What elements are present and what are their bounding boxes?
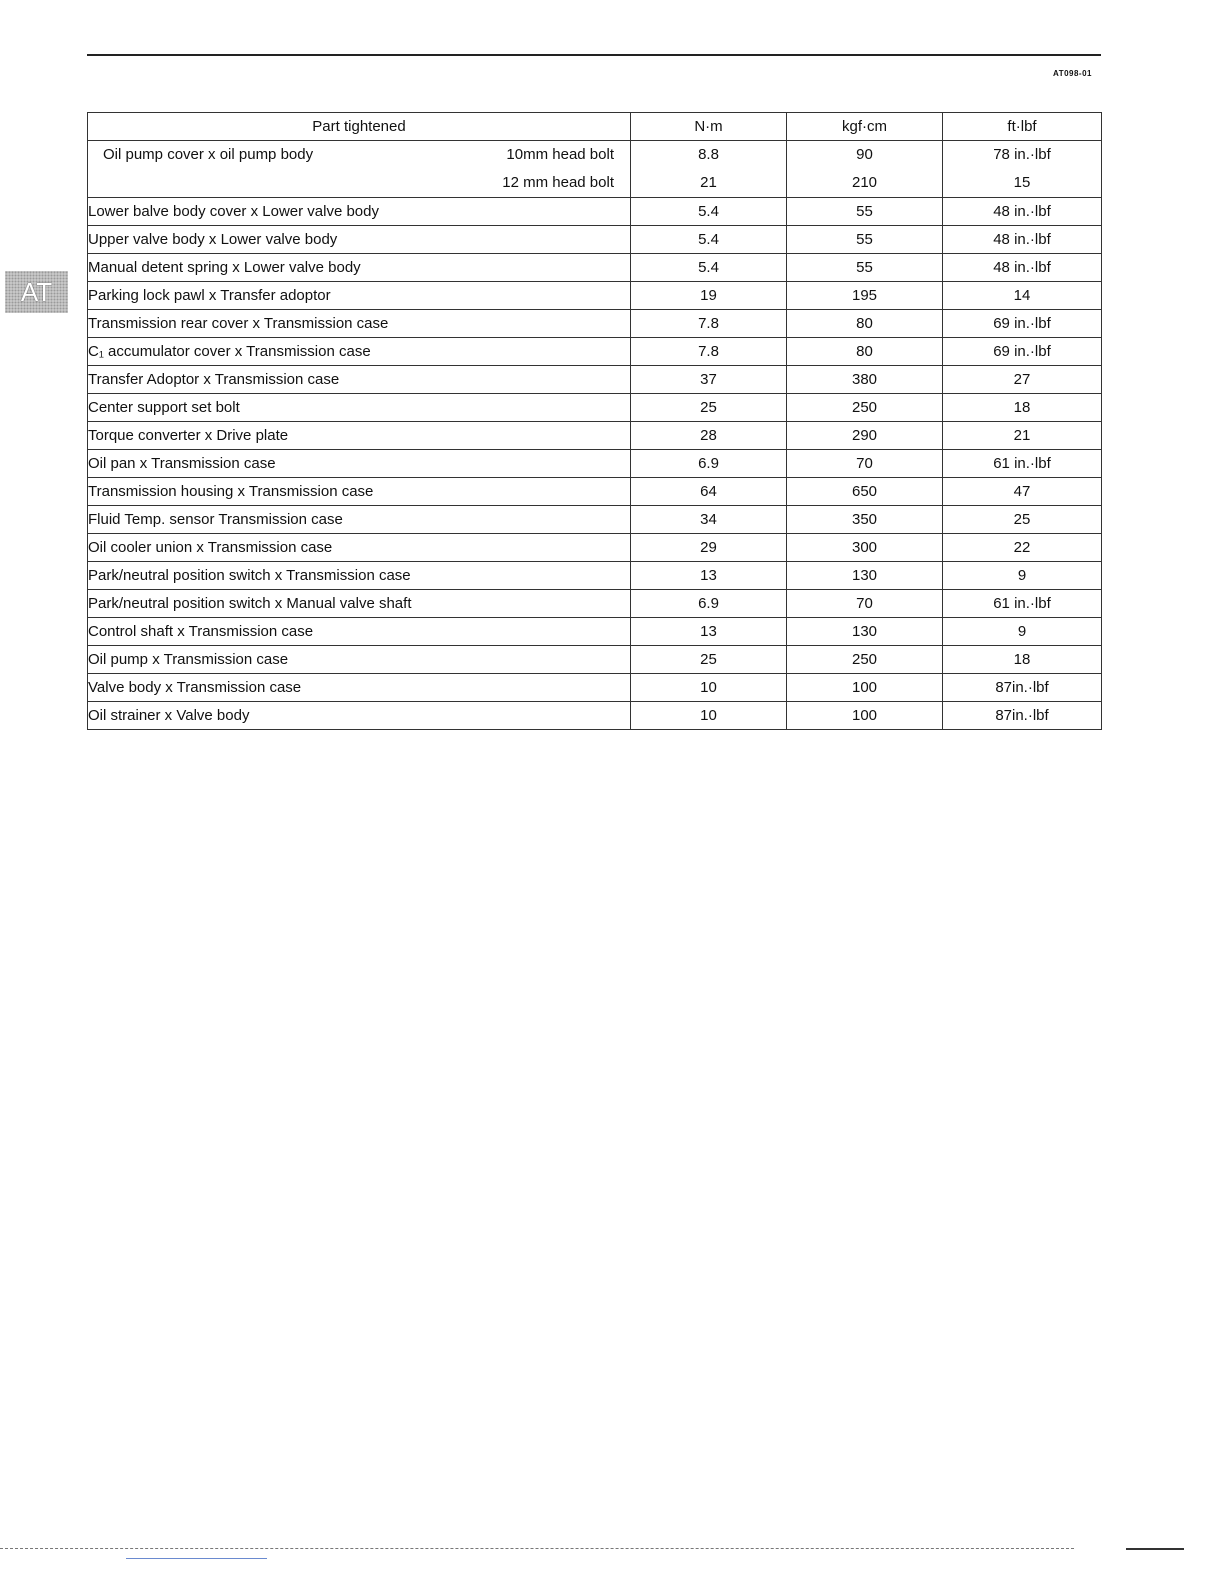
nm-cell: 7.8: [631, 338, 787, 366]
sub-spec-10mm: 10mm head bolt: [506, 146, 614, 163]
part-cell: Center support set bolt: [88, 394, 631, 422]
kgf-cell: 55: [787, 254, 943, 282]
kgf-cell: 300: [787, 534, 943, 562]
part-cell: Oil pump x Transmission case: [88, 646, 631, 674]
table-row: [88, 506, 1102, 534]
part-cell: Transmission housing x Transmission case: [88, 478, 631, 506]
part-cell: C₁ accumulator cover x Transmission case: [88, 338, 631, 366]
kgf-cell: 100: [787, 674, 943, 702]
part-cell: Oil cooler union x Transmission case: [88, 534, 631, 562]
ft-cell: 61 in.·lbf: [943, 590, 1102, 618]
ft-cell: 25: [943, 506, 1102, 534]
kgf-cell: 100: [787, 702, 943, 730]
nm-cell: 29: [631, 534, 787, 562]
part-cell: Manual detent spring x Lower valve body: [88, 254, 631, 282]
nm-cell: 28: [631, 422, 787, 450]
table-row: [88, 478, 1102, 506]
table-row: [88, 450, 1102, 478]
table-row: [88, 422, 1102, 450]
part-cell: Park/neutral position switch x Manual valve shaft: [88, 590, 631, 618]
part-cell: Transfer Adoptor x Transmission case: [88, 366, 631, 394]
part-cell: Upper valve body x Lower valve body: [88, 226, 631, 254]
ft-cell: 87in.·lbf: [943, 674, 1102, 702]
part-cell: Control shaft x Transmission case: [88, 618, 631, 646]
header-kgf-cm: kgf·cm: [787, 113, 943, 141]
kgf-cell: 80: [787, 310, 943, 338]
ft-cell: 69 in.·lbf: [943, 338, 1102, 366]
ft-cell: 18: [943, 646, 1102, 674]
table-row: [88, 590, 1102, 618]
nm-cell: 25: [631, 394, 787, 422]
part-cell: Oil strainer x Valve body: [88, 702, 631, 730]
table-row: [88, 338, 1102, 366]
nm-cell: 5.4: [631, 198, 787, 226]
table-row: [88, 254, 1102, 282]
top-rule: [87, 54, 1101, 56]
kgf-cell: 70: [787, 450, 943, 478]
table-row: [88, 702, 1102, 730]
kgf-cell: 80: [787, 338, 943, 366]
bottom-underline: [126, 1558, 267, 1559]
kgf-cell: 55: [787, 226, 943, 254]
table-row: [88, 562, 1102, 590]
nm-cell: 13: [631, 562, 787, 590]
nm-cell: 19: [631, 282, 787, 310]
bottom-rule-right: [1126, 1548, 1184, 1550]
ft-cell: 48 in.·lbf: [943, 226, 1102, 254]
table-row: [88, 198, 1102, 226]
ft-value-12mm: 15: [1013, 174, 1031, 191]
kgf-cell: 195: [787, 282, 943, 310]
part-cell: Valve body x Transmission case: [88, 674, 631, 702]
kgf-cell: 350: [787, 506, 943, 534]
ft-cell: 87in.·lbf: [943, 702, 1102, 730]
nm-cell: 13: [631, 618, 787, 646]
table-row: [88, 394, 1102, 422]
kgf-cell: 130: [787, 562, 943, 590]
nm-value-10mm: 8.8: [698, 146, 719, 163]
ft-cell: [943, 141, 1102, 198]
nm-cell: 10: [631, 702, 787, 730]
nm-cell: 6.9: [631, 590, 787, 618]
ft-cell: 48 in.·lbf: [943, 198, 1102, 226]
table-row-oil-pump-cover: [88, 141, 1102, 198]
kgf-cell: 380: [787, 366, 943, 394]
kgf-cell: 250: [787, 646, 943, 674]
kgf-cell: [787, 141, 943, 198]
table-header-row: [88, 113, 1102, 141]
kgf-cell: 290: [787, 422, 943, 450]
kgf-value-12mm: 210: [851, 174, 878, 191]
part-cell: Lower balve body cover x Lower valve body: [88, 198, 631, 226]
nm-value-12mm: 21: [700, 174, 717, 191]
ft-cell: 69 in.·lbf: [943, 310, 1102, 338]
kgf-cell: 55: [787, 198, 943, 226]
sub-spec-12mm: 12 mm head bolt: [502, 174, 614, 191]
ft-cell: 47: [943, 478, 1102, 506]
ft-cell: 48 in.·lbf: [943, 254, 1102, 282]
ft-cell: 21: [943, 422, 1102, 450]
ft-cell: 9: [943, 618, 1102, 646]
bottom-rule: [0, 1548, 1074, 1549]
kgf-cell: 130: [787, 618, 943, 646]
ft-cell: 22: [943, 534, 1102, 562]
ft-cell: 61 in.·lbf: [943, 450, 1102, 478]
kgf-cell: 250: [787, 394, 943, 422]
document-code: AT098-01: [1053, 69, 1092, 78]
table-row: [88, 674, 1102, 702]
nm-cell: 34: [631, 506, 787, 534]
header-nm: N·m: [631, 113, 787, 141]
part-cell: Transmission rear cover x Transmission case: [88, 310, 631, 338]
ft-cell: 9: [943, 562, 1102, 590]
table-row: [88, 646, 1102, 674]
ft-value-10mm: 78 in.·lbf: [993, 146, 1051, 163]
ft-cell: 18: [943, 394, 1102, 422]
table-row: [88, 618, 1102, 646]
section-tab-at: AT: [5, 271, 68, 313]
nm-cell: 5.4: [631, 254, 787, 282]
nm-cell: 7.8: [631, 310, 787, 338]
ft-cell: 14: [943, 282, 1102, 310]
part-cell: Parking lock pawl x Transfer adoptor: [88, 282, 631, 310]
torque-specification-table: [87, 112, 1102, 730]
header-ft-lbf: ft·lbf: [943, 113, 1102, 141]
ft-cell: 27: [943, 366, 1102, 394]
nm-cell: 64: [631, 478, 787, 506]
part-name: Oil pump cover x oil pump body: [103, 146, 314, 163]
table-row: [88, 282, 1102, 310]
nm-cell: [631, 141, 787, 198]
nm-cell: 25: [631, 646, 787, 674]
nm-cell: 5.4: [631, 226, 787, 254]
part-cell: [88, 141, 631, 198]
kgf-cell: 70: [787, 590, 943, 618]
table-row: [88, 366, 1102, 394]
table-row: [88, 534, 1102, 562]
table-row: [88, 310, 1102, 338]
nm-cell: 37: [631, 366, 787, 394]
kgf-value-10mm: 90: [856, 146, 873, 163]
header-part-tightened: Part tightened: [88, 113, 631, 141]
kgf-cell: 650: [787, 478, 943, 506]
part-cell: Fluid Temp. sensor Transmission case: [88, 506, 631, 534]
table-row: [88, 226, 1102, 254]
part-cell: Torque converter x Drive plate: [88, 422, 631, 450]
part-cell: Park/neutral position switch x Transmission case: [88, 562, 631, 590]
nm-cell: 10: [631, 674, 787, 702]
nm-cell: 6.9: [631, 450, 787, 478]
part-cell: Oil pan x Transmission case: [88, 450, 631, 478]
